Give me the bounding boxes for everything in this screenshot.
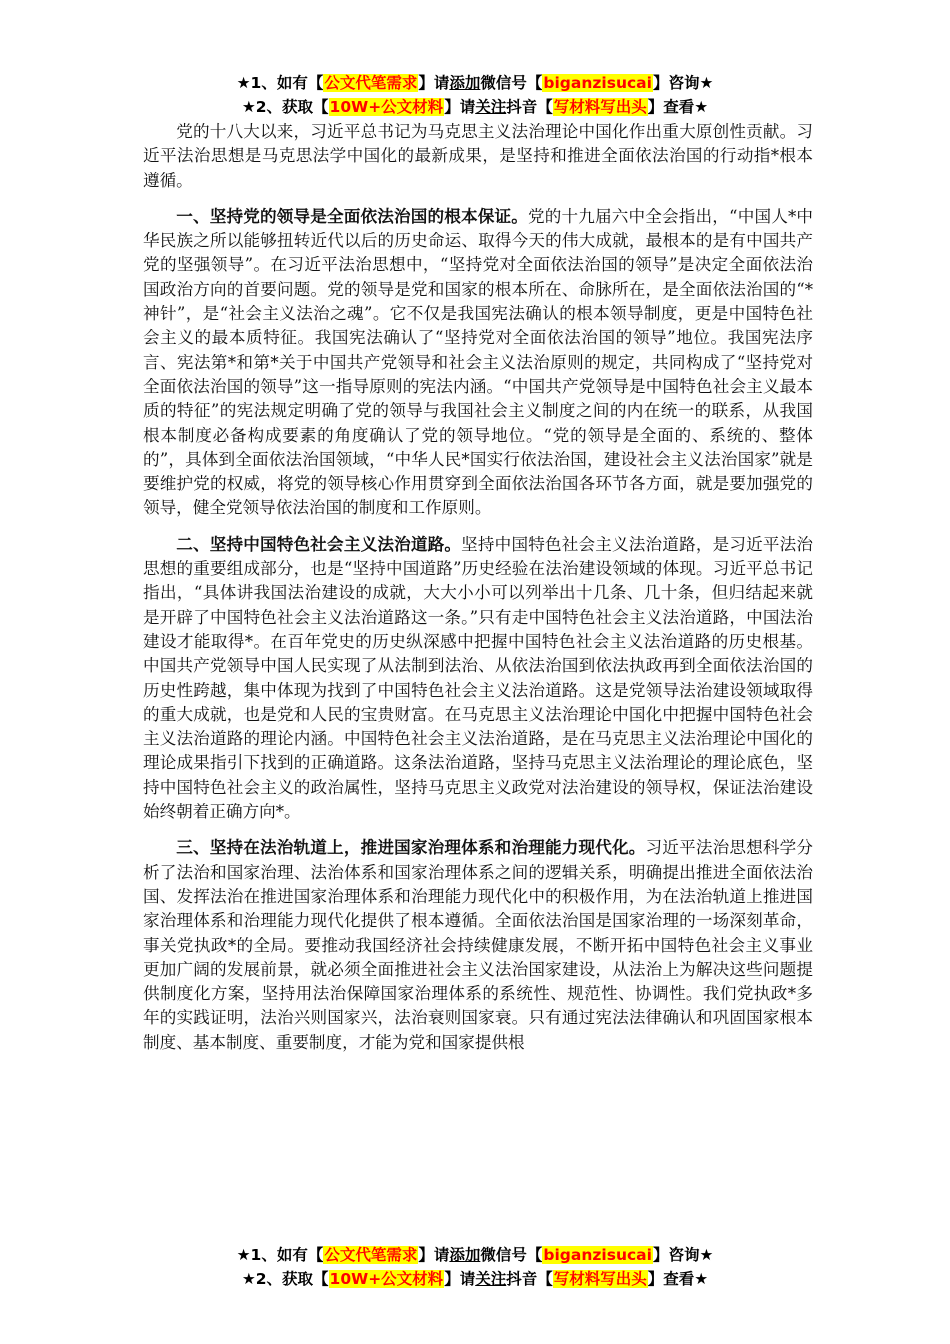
- section-heading: 二、坚持中国特色社会主义法治道路。: [176, 534, 462, 554]
- underline-follow: 关注: [475, 1270, 507, 1288]
- underline-add: 添加: [449, 1246, 481, 1264]
- underline-follow: 关注: [475, 98, 507, 116]
- banner-line-1: [0, 1243, 950, 1267]
- banner-text: 】查看★: [647, 1270, 709, 1288]
- section-heading: 三、坚持在法治轨道上，推进国家治理体系和治理能力现代化。: [176, 838, 646, 858]
- highlight-service: 公文代笔需求: [324, 1246, 418, 1264]
- banner-text: 】请: [418, 74, 450, 92]
- paragraph-intro: [143, 120, 813, 193]
- paragraph-text: 党的十九届六中全会指出，“中国人*中华民族之所以能够扭转近代以后的历史命运、取得今天的伟大成就，最根本的是有中国共产党的坚强领导”。在习近平法治思想中，“坚持党对全面依法治国的领导”是决定全面依法治国政治方向的首要问题。党的领导是党和国家的根本所在、命脉所在，是全面依法治国的“*神针”，是“社会主义法治之魂”。它不仅是我国宪法确认的根本领导制度，更是中国特色社会主义的最本质特征。我国宪法确认了“坚持党对全面依法治国的领导”地位。我国宪法序言、宪法第*和第*关于中国共产党领导和社会主义法治原则的规定，共同构成了“坚持党对全面依法治国的领导”这一指导原则的宪法内涵。“中国共产党领导是中国特色社会主义最本质的特征”的宪法规定明确了党的领导与我国社会主义制度之间的内在统一的联系，从我国根本制度必备构成要素的角度确认了党的领导地位。“党的领导是全面的、系统的、整体的”，具体到全面依法治国领域，“中华人民*国实行依法治国，建设社会主义法治国家”就是要维护党的权威，将党的领导核心作用贯穿到全面依法治国各环节各方面，就是要加强党的领导，健全党领导依法治国的制度和工作原则。: [143, 206, 814, 518]
- banner-text: 】请: [418, 1246, 450, 1264]
- highlight-douyin-id: 写材料写出头: [553, 1270, 647, 1288]
- underline-add: 添加: [449, 74, 481, 92]
- section-heading: 一、坚持党的领导是全面依法治国的根本保证。: [176, 206, 529, 226]
- banner-line-1: [0, 71, 950, 95]
- banner-text: 】请: [444, 1270, 476, 1288]
- banner-text: 微信号【: [480, 1246, 543, 1264]
- highlight-service: 公文代笔需求: [324, 74, 418, 92]
- highlight-douyin-id: 写材料写出头: [553, 98, 647, 116]
- banner-text: ★1、如有【: [236, 1246, 324, 1264]
- banner-text: 抖音【: [506, 98, 553, 116]
- banner-text: 】请: [444, 98, 476, 116]
- banner-text: 微信号【: [480, 74, 543, 92]
- highlight-materials: 10W+公文材料: [329, 98, 444, 116]
- highlight-materials: 10W+公文材料: [329, 1270, 444, 1288]
- paragraph-section-2: [143, 533, 813, 825]
- header-banner: [0, 71, 950, 119]
- highlight-wechat-id: biganzisucai: [543, 74, 652, 92]
- banner-text: 】咨询★: [652, 74, 714, 92]
- paragraph-section-3: [143, 836, 813, 1055]
- paragraph-text: 坚持中国特色社会主义法治道路，是习近平法治思想的重要组成部分，也是“坚持中国道路”历史经验在法治建设领域的体现。习近平总书记指出，“具体讲我国法治建设的成就，大大小小可以列举出十几条、几十条，但归结起来就是开辟了中国特色社会主义法治道路这一条。”只有走中国特色社会主义法治道路，中国法治建设才能取得*。在百年党史的历史纵深感中把握中国特色社会主义法治道路的历史根基。中国共产党领导中国人民实现了从法制到法治、从依法治国到依法执政再到全面依法治国的历史性跨越，集中体现为找到了中国特色社会主义法治道路。这是党领导法治建设领域取得的重大成就，也是党和人民的宝贵财富。在马克思主义法治理论中国化中把握中国特色社会主义法治道路的理论内涵。中国特色社会主义法治道路，是在马克思主义法治理论中国化的理论成果指引下找到的正确道路。这条法治道路，坚持马克思主义法治理论的理论底色，坚持中国特色社会主义的政治属性，坚持马克思主义政党对法治建设的领导权，保证法治建设始终朝着正确方向*。: [143, 534, 814, 822]
- paragraph-section-1: [143, 205, 813, 521]
- banner-text: ★1、如有【: [236, 74, 324, 92]
- document-body: [143, 120, 813, 1055]
- banner-line-2: [0, 95, 950, 119]
- highlight-wechat-id: biganzisucai: [543, 1246, 652, 1264]
- banner-line-2: [0, 1267, 950, 1291]
- banner-text: 】咨询★: [652, 1246, 714, 1264]
- paragraph-text: 党的十八大以来，习近平总书记为马克思主义法治理论中国化作出重大原创性贡献。习近平法治思想是马克思法学中国化的最新成果，是坚持和推进全面依法治国的行动指*根本遵循。: [143, 122, 813, 190]
- banner-text: ★2、获取【: [241, 98, 329, 116]
- banner-text: ★2、获取【: [241, 1270, 329, 1288]
- banner-text: 】查看★: [647, 98, 709, 116]
- paragraph-text: 习近平法治思想科学分析了法治和国家治理、法治体系和国家治理体系之间的逻辑关系，明确提出推进全面依法治国、发挥法治在推进国家治理体系和治理能力现代化中的积极作用，为在法治轨道上推进国家治理体系和治理能力现代化提供了根本遵循。全面依法治国是国家治理的一场深刻革命，事关党执政*的全局。要推动我国经济社会持续健康发展，不断开拓中国特色社会主义事业更加广阔的发展前景，就必须全面推进社会主义法治国家建设，从法治上为解决这些问题提供制度化方案，坚持用法治保障国家治理体系的系统性、规范性、协调性。我们党执政*多年的实践证明，法治兴则国家兴，法治衰则国家衰。只有通过宪法法律确认和巩固国家根本制度、基本制度、重要制度，才能为党和国家提供根: [143, 838, 814, 1052]
- banner-text: 抖音【: [506, 1270, 553, 1288]
- footer-banner: [0, 1243, 950, 1291]
